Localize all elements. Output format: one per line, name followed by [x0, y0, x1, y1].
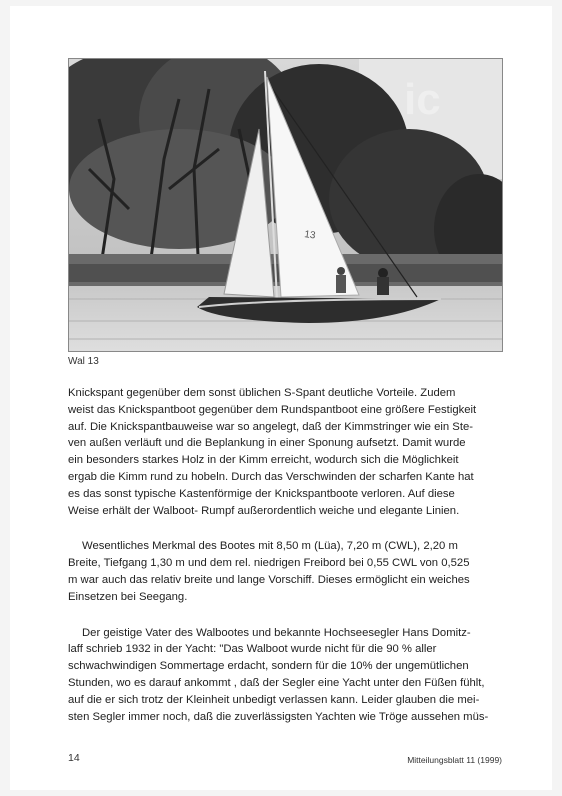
text-line: ven außen verläuft und die Beplankung in einer Sponung aufsetzt. Damit wurde [68, 437, 466, 450]
text-line: Knickspant gegenüber dem sonst üblichen S-Spant deutliche Vorteile. Zudem [68, 387, 456, 399]
sailboat-photo [68, 58, 503, 352]
page [10, 6, 552, 790]
paragraph [68, 625, 501, 726]
sailboat-illustration [69, 59, 502, 351]
text-line: Stunden, wo es darauf ankommt , daß der Segler eine Yacht unter den Füßen fühlt, [68, 676, 485, 689]
text-line: m war auch das relativ breite und lange Vorschiff. Dieses ermöglicht ein weiches [68, 573, 470, 586]
text-line: Wesentliches Merkmal des Bootes mit 8,50 m (Lüa), 7,20 m (CWL), 2,20 m [82, 540, 458, 553]
text-line: Weise erhält der Walboot- Rumpf außerordentlich weiche und elegante Linien. [68, 504, 460, 517]
text-line: sten Segler immer noch, daß die zuverlässigsten Yachten wie Tröge aussehen müs- [68, 710, 489, 723]
page-number: 14 [68, 752, 80, 764]
sail-number: 13 [303, 229, 317, 242]
paragraph [68, 385, 501, 519]
text-line: Einsetzen bei Seegang. [68, 590, 188, 603]
text-line: laff schrieb 1932 in der Yacht: "Das Walboot wurde nicht für die 90 % aller [68, 643, 437, 656]
body-text [68, 385, 501, 744]
watermark-text: ic [404, 75, 441, 124]
text-line: es das sonst typische Kastenförmige der Knickspantboote verloren. Auf diese [68, 487, 455, 500]
text-line: weist das Knickspantboot gegenüber dem Rundspantboot eine größere Festigkeit [68, 403, 477, 416]
publication-title: Mitteilungsblatt 11 (1999) [407, 755, 502, 765]
text-line: auf. Die Knickspantbauweise war so angelegt, daß der Kimmstringer wie ein Ste- [68, 420, 474, 433]
paragraph [68, 538, 501, 605]
text-line: ergab die Kimm rund zu hobeln. Durch das Verschwinden der scharfen Kante hat [68, 470, 474, 483]
text-line: schwachwindigen Sommertage erdacht, sondern für die 10% der ungemütlichen [68, 660, 469, 673]
text-line: Breite, Tiefgang 1,30 m und dem rel. niedrigen Freibord bei 0,55 CWL von 0,525 [68, 557, 470, 570]
photo-caption: Wal 13 [68, 356, 99, 367]
text-line: Der geistige Vater des Walbootes und bekannte Hochseesegler Hans Domitz- [82, 626, 471, 639]
text-line: ein besonders starkes Holz in der Kimm erreicht, wodurch sich die Möglichkeit [68, 454, 459, 467]
text-line: auf die er sich trotz der Kleinheit unbedigt verlassen kann. Leider glauben die mei- [68, 693, 480, 706]
